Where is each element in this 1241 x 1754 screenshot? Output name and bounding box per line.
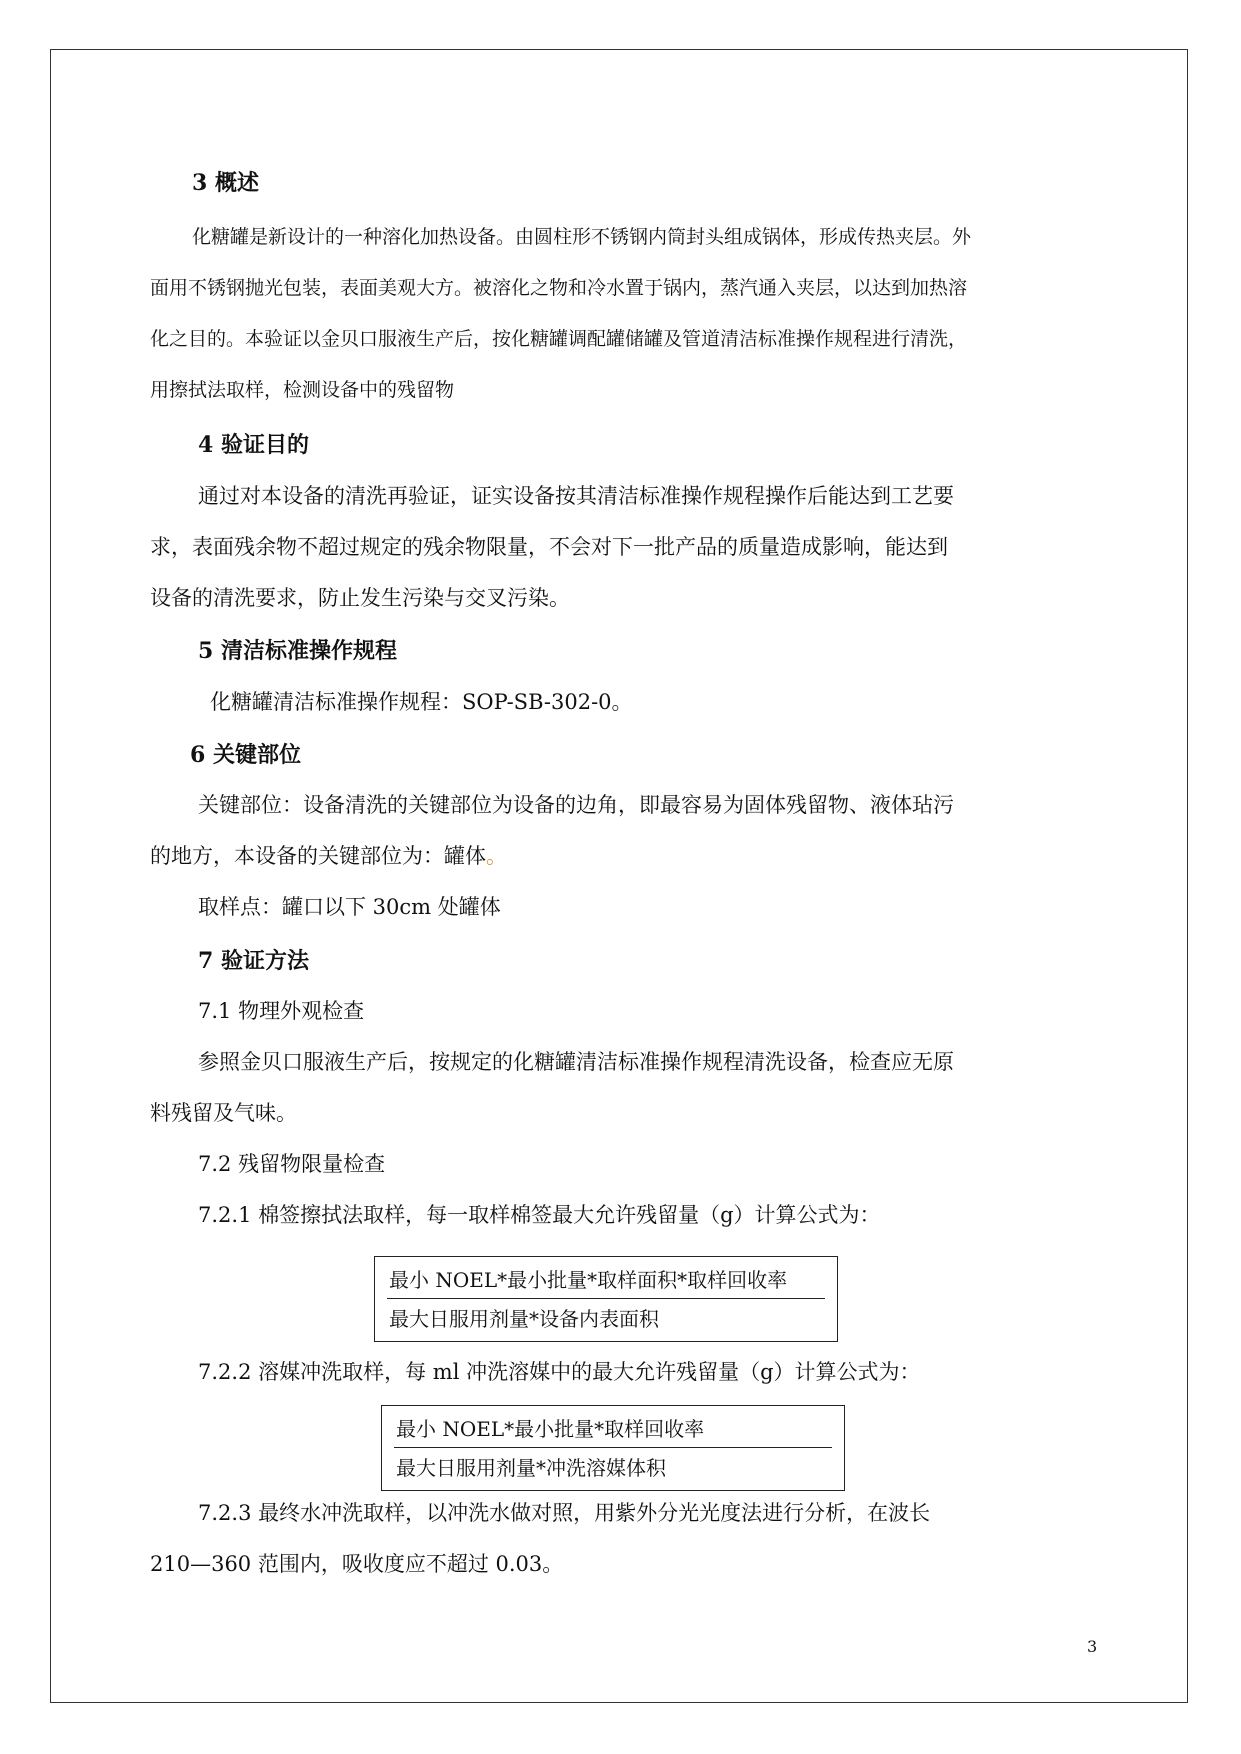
section-7-2-title: 7.2 残留物限量检查 — [198, 1152, 386, 1176]
section-6-line-2 — [150, 840, 507, 870]
section-7-2-3-line-2: 210—360 范围内，吸收度应不超过 0.03。 — [150, 1552, 564, 1576]
formula-2-numerator: 最小 NOEL*最小批量*取样回收率 — [396, 1417, 705, 1441]
section-4-line-1: 通过对本设备的清洗再验证，证实设备按其清洁标准操作规程操作后能达到工艺要 — [198, 484, 954, 508]
section-7-heading: 7 验证方法 — [198, 948, 309, 974]
formula-2-fraction-line — [394, 1447, 832, 1448]
section-5-heading: 5 清洁标准操作规程 — [198, 638, 397, 664]
formula-1-denominator: 最大日服用剂量*设备内表面积 — [389, 1307, 659, 1331]
section-7-1-line-1: 参照金贝口服液生产后，按规定的化糖罐清洁标准操作规程清洗设备，检查应无原 — [198, 1050, 954, 1074]
formula-2-denominator: 最大日服用剂量*冲洗溶媒体积 — [396, 1456, 666, 1480]
section-3-line-1: 化糖罐是新设计的一种溶化加热设备。由圆柱形不锈钢内筒封头组成锅体，形成传热夹层。外 — [192, 226, 972, 248]
section-3-line-2: 面用不锈钢抛光包装，表面美观大方。被溶化之物和冷水置于锅内，蒸汽通入夹层，以达到加热溶 — [150, 277, 968, 299]
formula-1-box — [374, 1256, 838, 1342]
section-4-line-3: 设备的清洗要求，防止发生污染与交叉污染。 — [150, 586, 570, 610]
section-5-line: 化糖罐清洁标准操作规程：SOP-SB-302-0。 — [210, 690, 633, 714]
section-3-line-4: 用擦拭法取样，检测设备中的残留物 — [150, 379, 455, 401]
section-6-line-2-end: 。 — [486, 844, 507, 868]
formula-1-fraction-line — [387, 1298, 825, 1299]
formula-1-numerator: 最小 NOEL*最小批量*取样面积*取样回收率 — [389, 1268, 788, 1292]
page-number: 3 — [1087, 1637, 1098, 1656]
section-6-heading: 6 关键部位 — [190, 742, 301, 768]
section-6-line-3: 取样点：罐口以下 30cm 处罐体 — [198, 895, 501, 919]
section-7-2-2-line: 7.2.2 溶媒冲洗取样，每 ml 冲洗溶媒中的最大允许残留量（g）计算公式为： — [198, 1360, 921, 1384]
section-7-2-1-line: 7.2.1 棉签擦拭法取样，每一取样棉签最大允许残留量（g）计算公式为： — [198, 1203, 881, 1227]
section-4-line-2: 求，表面残余物不超过规定的残余物限量，不会对下一批产品的质量造成影响，能达到 — [150, 535, 948, 559]
section-7-1-line-2: 料残留及气味。 — [150, 1101, 297, 1125]
section-3-line-3: 化之目的。本验证以金贝口服液生产后，按化糖罐调配罐储罐及管道清洁标准操作规程进行清洗， — [150, 328, 968, 350]
section-4-heading: 4 验证目的 — [198, 432, 309, 458]
section-6-line-2-text: 的地方，本设备的关键部位为：罐体 — [150, 844, 486, 868]
section-3-heading: 3 概述 — [192, 170, 259, 196]
section-6-line-1: 关键部位：设备清洗的关键部位为设备的边角，即最容易为固体残留物、液体玷污 — [198, 793, 954, 817]
section-7-2-3-line-1: 7.2.3 最终水冲洗取样，以冲洗水做对照，用紫外分光光度法进行分析，在波长 — [198, 1501, 931, 1525]
formula-2-box — [381, 1405, 845, 1491]
section-7-1-title: 7.1 物理外观检查 — [198, 999, 365, 1023]
